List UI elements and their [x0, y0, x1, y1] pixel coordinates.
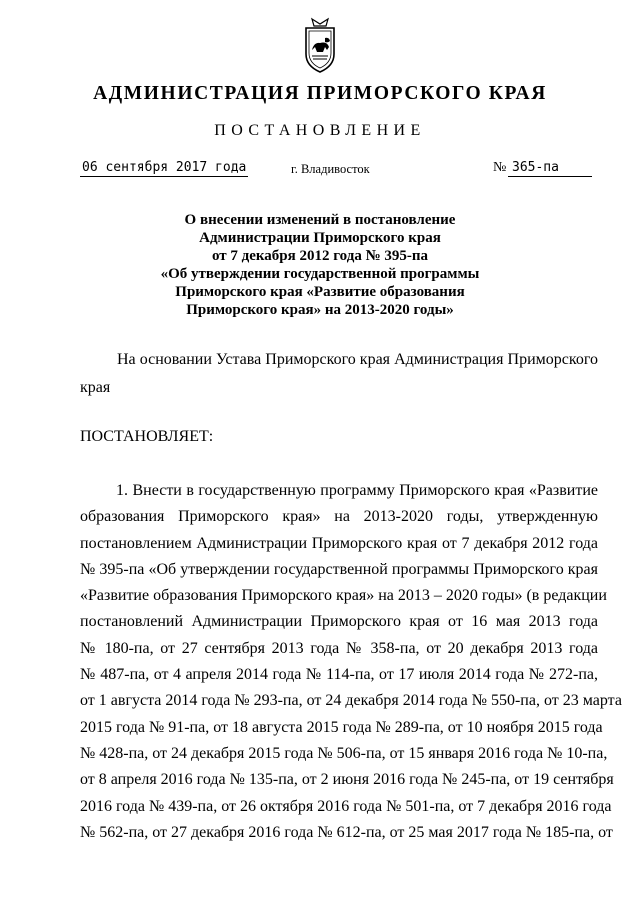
title-line: Приморского края «Развитие образования [175, 284, 465, 300]
document-number: 365-па [508, 160, 592, 177]
organization-name: АДМИНИСТРАЦИЯ ПРИМОРСКОГО КРАЯ [93, 83, 547, 104]
document-type: ПОСТАНОВЛЕНИЕ [214, 122, 426, 139]
paragraph-line: № 562-па, от 27 декабря 2016 года № 612-па, от 25 мая 2017 года № 185-па, от [80, 823, 613, 841]
title-line: О внесении изменений в постановление [184, 212, 456, 228]
decree-heading: ПОСТАНОВЛЯЕТ: [80, 428, 214, 445]
paragraph-line: 1. Внести в государственную программу Приморского края «Развитие [116, 482, 598, 499]
title-line: «Об утверждении государственной программы [160, 266, 480, 282]
paragraph-line: № 180-па, от 27 сентября 2013 года № 358-па, от 20 декабря 2013 года [80, 639, 598, 657]
paragraph-line: «Развитие образования Приморского края» на 2013 – 2020 годы» (в редакции [80, 587, 607, 605]
title-line: от 7 декабря 2012 года № 395-па [211, 248, 429, 264]
paragraph-line: постановлением Администрации Приморского края от 7 декабря 2012 года [80, 534, 598, 552]
document-city: г. Владивосток [291, 162, 370, 176]
paragraph-line: № 428-па, от 24 декабря 2015 года № 506-па, от 15 января 2016 года № 10-па, [80, 744, 608, 762]
title-line: Администрации Приморского края [199, 230, 441, 246]
document-date: 06 сентября 2017 года [82, 160, 247, 175]
paragraph-line: образования Приморского края» на 2013-2020 годы, утвержденную [80, 508, 598, 526]
paragraph-line: 2015 года № 91-па, от 18 августа 2015 года № 289-па, от 10 ноября 2015 года [80, 718, 603, 736]
paragraph-line: 2016 года № 439-па, от 26 октября 2016 года № 501-па, от 7 декабря 2016 года [80, 797, 612, 815]
paragraph-line: № 487-па, от 4 апреля 2014 года № 114-па, от 17 июля 2014 года № 272-па, [80, 666, 598, 684]
coat-of-arms-icon [303, 16, 337, 74]
paragraph-line: № 395-па «Об утверждении государственной программы Приморского края [80, 560, 598, 578]
number-label: № [493, 160, 507, 175]
paragraph-line: от 8 апреля 2016 года № 135-па, от 2 июня 2016 года № 245-па, от 19 сентября [80, 771, 614, 789]
title-line: Приморского края» на 2013-2020 годы» [186, 302, 454, 318]
paragraph-line: постановлений Администрации Приморского края от 16 мая 2013 года [80, 613, 598, 631]
item-1-paragraph [80, 478, 622, 846]
basis-line: На основании Устава Приморского края Администрация Приморского [117, 351, 598, 368]
document-title [100, 211, 540, 319]
paragraph-line: от 1 августа 2014 года № 293-па, от 24 декабря 2014 года № 550-па, от 23 марта [80, 692, 622, 710]
basis-paragraph [80, 346, 598, 402]
basis-line: края [80, 379, 111, 396]
